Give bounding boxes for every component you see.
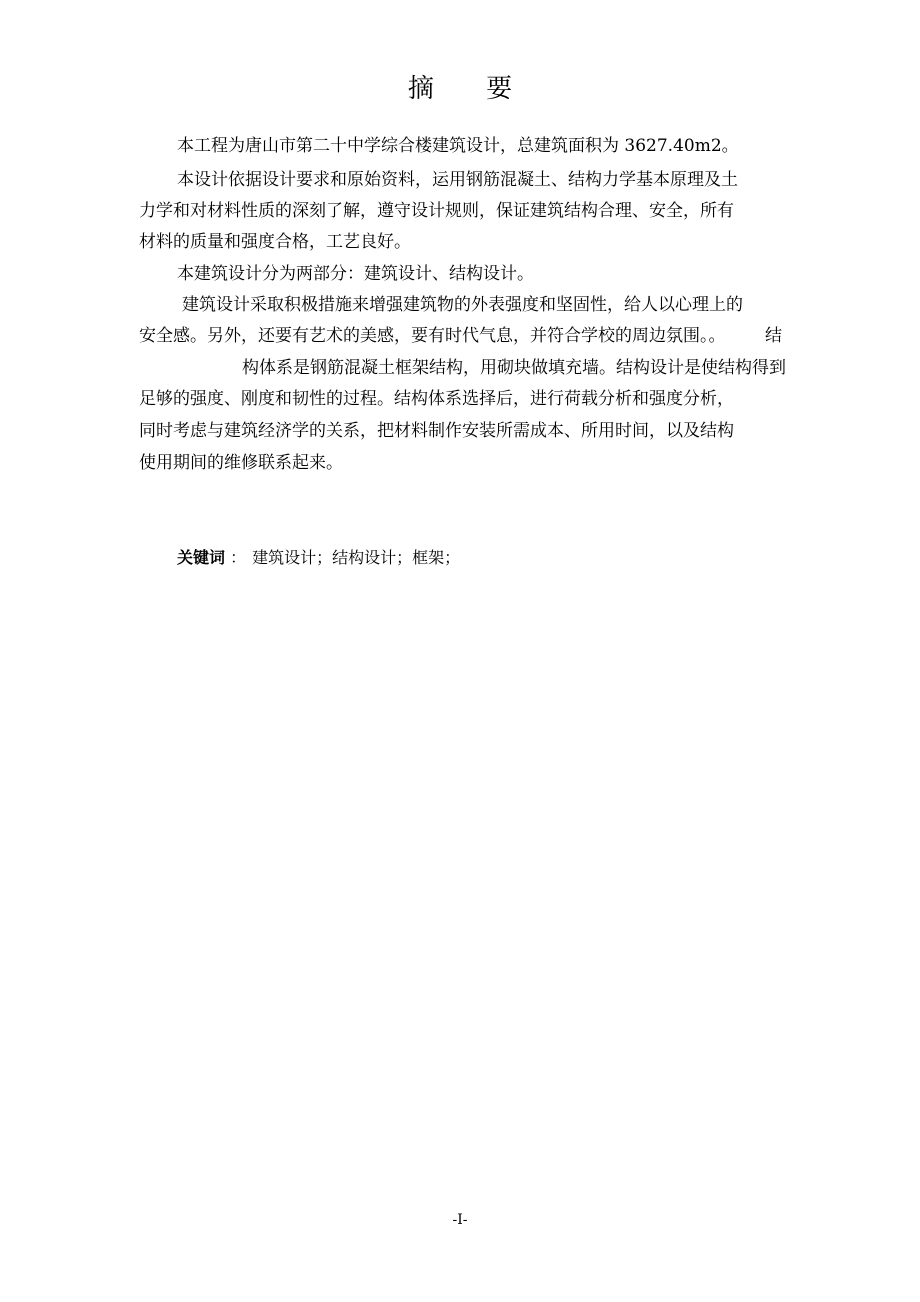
keywords-line	[177, 550, 460, 566]
keywords-label: 关键词	[177, 548, 226, 567]
keywords-text: 建筑设计；结构设计；框架；	[252, 548, 461, 567]
abstract-line-2: 本设计依据设计要求和原始资料，运用钢筋混凝土、结构力学基本原理及土	[177, 170, 738, 190]
abstract-line-7-tail: 结	[765, 326, 782, 346]
keywords-separator: ：	[225, 548, 247, 567]
abstract-title: 摘 要	[407, 74, 535, 104]
abstract-line-5: 本建筑设计分为两部分：建筑设计、结构设计。	[177, 264, 534, 284]
abstract-line-11: 使用期间的维修联系起来。	[139, 453, 343, 473]
abstract-line-7: 安全感。另外，还要有艺术的美感，要有时代气息，并符合学校的周边氛围。。	[139, 326, 726, 346]
abstract-line-4: 材料的质量和强度合格，工艺良好。	[139, 232, 411, 252]
page-number: -I-	[452, 1212, 468, 1228]
abstract-line-3: 力学和对材料性质的深刻了解，遵守设计规则，保证建筑结构合理、安全，所有	[139, 201, 734, 221]
abstract-line-9: 足够的强度、刚度和韧性的过程。结构体系选择后，进行荷载分析和强度分析，	[139, 389, 734, 409]
abstract-line-1: 本工程为唐山市第二十中学综合楼建筑设计，总建筑面积为 3627.40m2。	[177, 136, 739, 156]
abstract-line-10: 同时考虑与建筑经济学的关系，把材料制作安装所需成本、所用时间，以及结构	[139, 421, 734, 441]
abstract-line-8: 构体系是钢筋混凝土框架结构，用砌块做填充墙。结构设计是使结构得到	[242, 358, 786, 378]
abstract-line-6: 建筑设计采取积极措施来增强建筑物的外表强度和坚固性，给人以心理上的	[182, 295, 743, 315]
